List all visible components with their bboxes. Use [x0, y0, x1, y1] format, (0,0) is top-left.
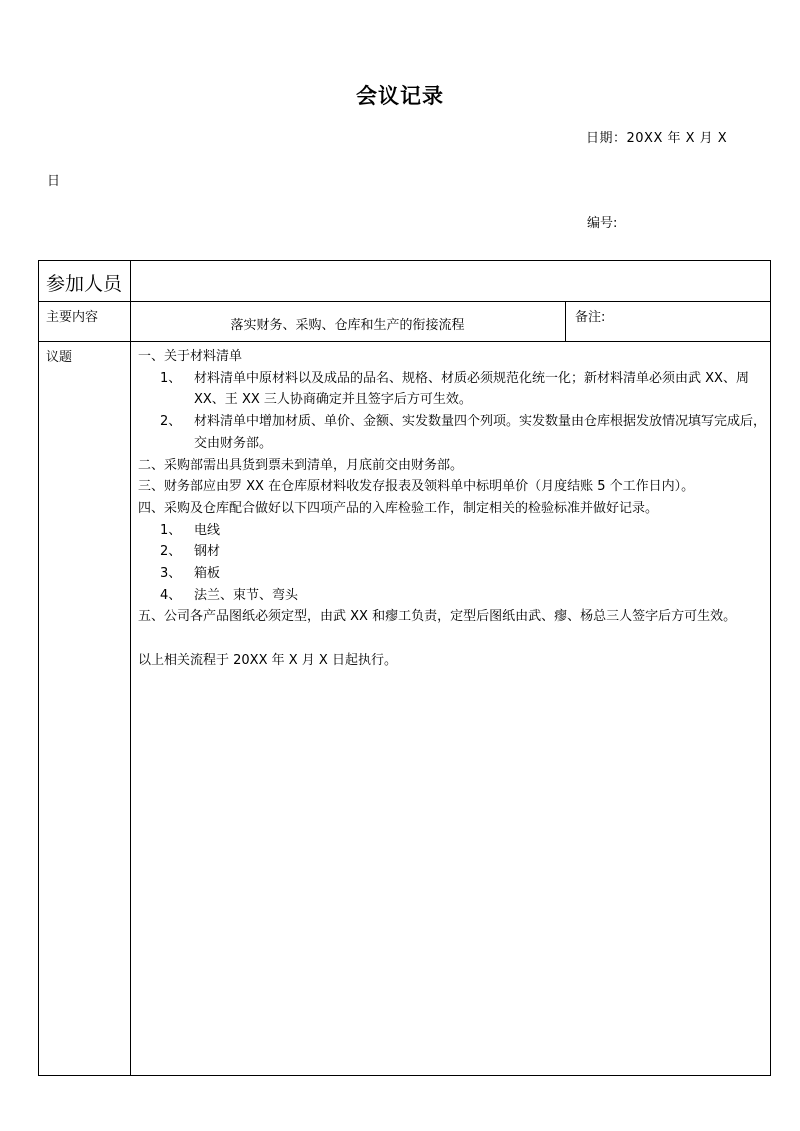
item-number: 2、: [160, 414, 182, 430]
main-content-label: 主要内容: [46, 310, 99, 325]
topics-body: [138, 346, 768, 672]
item-text: 钢材: [194, 544, 221, 560]
topics-label: 议题: [46, 350, 73, 365]
list-item: [138, 585, 768, 607]
item-text: 箱板: [194, 566, 221, 582]
row-divider: [39, 341, 770, 342]
column-divider: [130, 261, 131, 1075]
section-5: 五、公司各产品图纸必须定型，由武 XX 和瘳工负责，定型后图纸由武、瘳、杨总三人签字后方可生效。: [138, 609, 737, 625]
document-number-label: 编号:: [587, 216, 618, 231]
item-text: 材料清单中增加材质、单价、金额、实发数量四个列项。实发数量由仓库根据发放情况填写完成后，交由财务部。: [194, 414, 767, 451]
list-item: [138, 368, 768, 411]
date-line-tail: 日: [47, 174, 61, 189]
list-item: [138, 411, 768, 454]
item-number: 3、: [160, 566, 182, 582]
remarks-label: 备注:: [575, 310, 606, 325]
list-item: [138, 541, 768, 563]
section-2: 二、采购部需出具货到票未到清单，月底前交由财务部。: [138, 457, 464, 473]
section-3: 三、财务部应由罗 XX 在仓库原材料收发存报表及领料单中标明单价（月度结账 5 个工作日内）。: [138, 479, 695, 495]
date-line: 日期：20XX 年 X 月 X: [586, 131, 728, 146]
item-number: 2、: [160, 544, 182, 560]
section-4-title: 四、采购及仓库配合做好以下四项产品的入库检验工作，制定相关的检验标准并做好记录。: [138, 500, 659, 516]
document-title: 会议记录: [356, 84, 444, 108]
item-number: 4、: [160, 587, 182, 603]
item-text: 电线: [194, 522, 221, 538]
row-divider: [39, 301, 770, 302]
column-divider: [565, 301, 566, 341]
attendees-label: 参加人员: [46, 273, 123, 295]
item-number: 1、: [160, 370, 182, 386]
meeting-record-table: [38, 260, 771, 1076]
list-item: [138, 520, 768, 542]
main-content-value: 落实财务、采购、仓库和生产的衔接流程: [230, 318, 465, 333]
list-item: [138, 563, 768, 585]
item-text: 法兰、束节、弯头: [194, 587, 299, 603]
item-number: 1、: [160, 522, 182, 538]
item-text: 材料清单中原材料以及成品的品名、规格、材质必须规范化统一化；新材料清单必须由武 XX、周 XX、王 XX 三人协商确定并且签字后方可生效。: [194, 370, 749, 408]
closing-statement: 以上相关流程于 20XX 年 X 月 X 日起执行。: [138, 652, 397, 668]
section-1-title: 一、关于材料清单: [138, 349, 243, 364]
blank-line: [138, 628, 768, 650]
